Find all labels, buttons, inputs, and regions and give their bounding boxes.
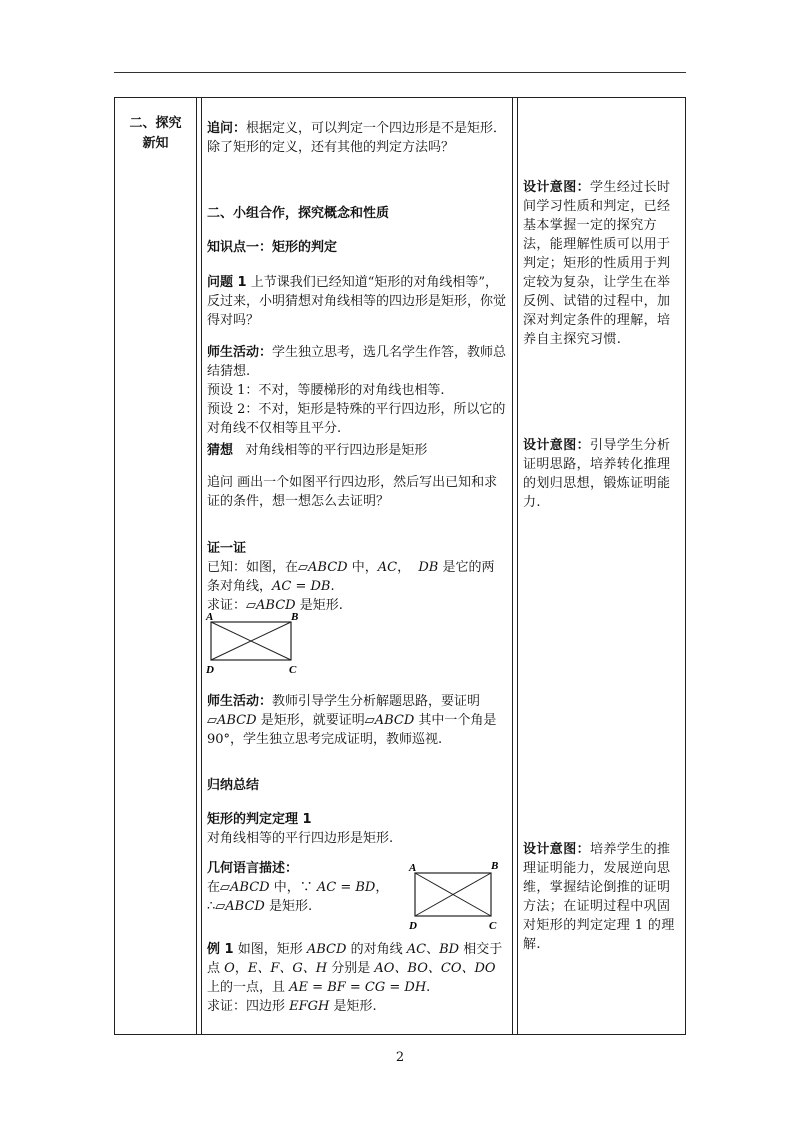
problem-1: 问题 1 上节课我们已经知道“矩形的对角线相等”，反过来，小明猜想对角线相等的四边形是矩形，你觉得对吗？ (207, 275, 507, 328)
theorem-1 (207, 810, 507, 848)
header-rule (114, 72, 686, 73)
proof-block (207, 539, 507, 615)
section-title-line2: 新知 (142, 136, 169, 151)
vertex-label-c: C (489, 920, 497, 932)
rectangle-diagram-2 (407, 858, 503, 932)
presupposition-2: 预设 2：不对，矩形是特殊的平行四边形，所以它的对角线不仅相等且平分. (207, 402, 506, 436)
vertex-label-d: D (409, 920, 417, 932)
conjecture: 猜想 对角线相等的平行四边形是矩形 (207, 443, 428, 458)
follow-up-question: 追问：根据定义，可以判定一个四边形是不是矩形．除了矩形的定义，还有其他的判定方法吗？ (207, 121, 507, 155)
section-title (115, 114, 196, 154)
proof-title: 证一证 (207, 541, 247, 556)
vertex-label-b: B (291, 611, 299, 623)
design-intent-1: 设计意图：学生经过长时间学习性质和判定，已经基本掌握一定的探究方法，能理解性质可以用于判定；矩形的性质用于判定较为复杂，让学生在举反例、试错的过程中，加深对判定条件的理解，培养自主探究习惯. (523, 180, 671, 347)
given-statement: 已知：如图，在▱ABCD 中，AC， DB 是它的两条对角线，AC = DB. (207, 560, 495, 594)
prove-statement: 求证：▱ABCD 是矩形. (207, 598, 343, 613)
example-1: 例 1 如图，矩形 ABCD 的对角线 AC、BD 相交于点 O，E、F、G、H 分别是 AO、BO、CO、DO 上的一点，且 AE = BF = CG = DH. 求证：四边形 EFGH 是矩形. (207, 942, 503, 1014)
theorem-text: 对角线相等的平行四边形是矩形. (207, 831, 394, 846)
teacher-student-activity-2: 师生活动：教师引导学生分析解题思路，要证明 ▱ABCD 是矩形，就要证明▱ABCD 其中一个角是 90°，学生独立思考完成证明，教师巡视. (207, 694, 497, 747)
geometric-language: 几何语言描述： 在▱ABCD 中，∵ AC = BD， ∴▱ABCD 是矩形. (207, 859, 407, 916)
section-title-line1: 二、探究 (129, 116, 182, 131)
vertex-label-a: A (206, 611, 214, 623)
summary-heading: 归纳总结 (207, 778, 260, 793)
teacher-student-activity-1: 师生活动：学生独立思考，选几名学生作答，教师总结猜想. 预设 1：不对，等腰梯形的对角线也相等. 预设 2：不对，矩形是特殊的平行四边形，所以它的对角线不仅相等且平分. (207, 345, 507, 436)
knowledge-point-heading: 知识点一：矩形的判定 (207, 240, 338, 255)
lesson-table (114, 97, 686, 1035)
vertex-label-a: A (409, 862, 417, 874)
design-intent-3: 设计意图：培养学生的推理证明能力，发展逆向思维，掌握结论倒推的证明方法；在证明过程中巩固对矩形的判定定理 1 的理解. (523, 842, 675, 952)
geometric-language-title: 几何语言描述： (207, 861, 299, 876)
follow-up-prompt: 追问 画出一个如图平行四边形，然后写出已知和求证的条件，想一想怎么去证明？ (207, 475, 498, 509)
presupposition-1: 预设 1：不对，等腰梯形的对角线也相等. (207, 383, 445, 398)
vertex-label-c: C (289, 664, 297, 676)
column-divider (201, 98, 202, 1034)
column-divider (196, 98, 197, 1034)
theorem-title: 矩形的判定定理 1 (207, 812, 312, 827)
column-divider (512, 98, 513, 1034)
vertex-label-b: B (491, 860, 499, 872)
column-divider (517, 98, 518, 1034)
section-heading: 二、小组合作，探究概念和性质 (207, 206, 390, 221)
design-intent-2: 设计意图：引导学生分析证明思路，培养转化推理的划归思想，锻炼证明能力. (523, 438, 671, 510)
page-number: 2 (395, 1050, 405, 1065)
vertex-label-d: D (206, 664, 214, 676)
rectangle-diagram-1 (205, 608, 305, 676)
